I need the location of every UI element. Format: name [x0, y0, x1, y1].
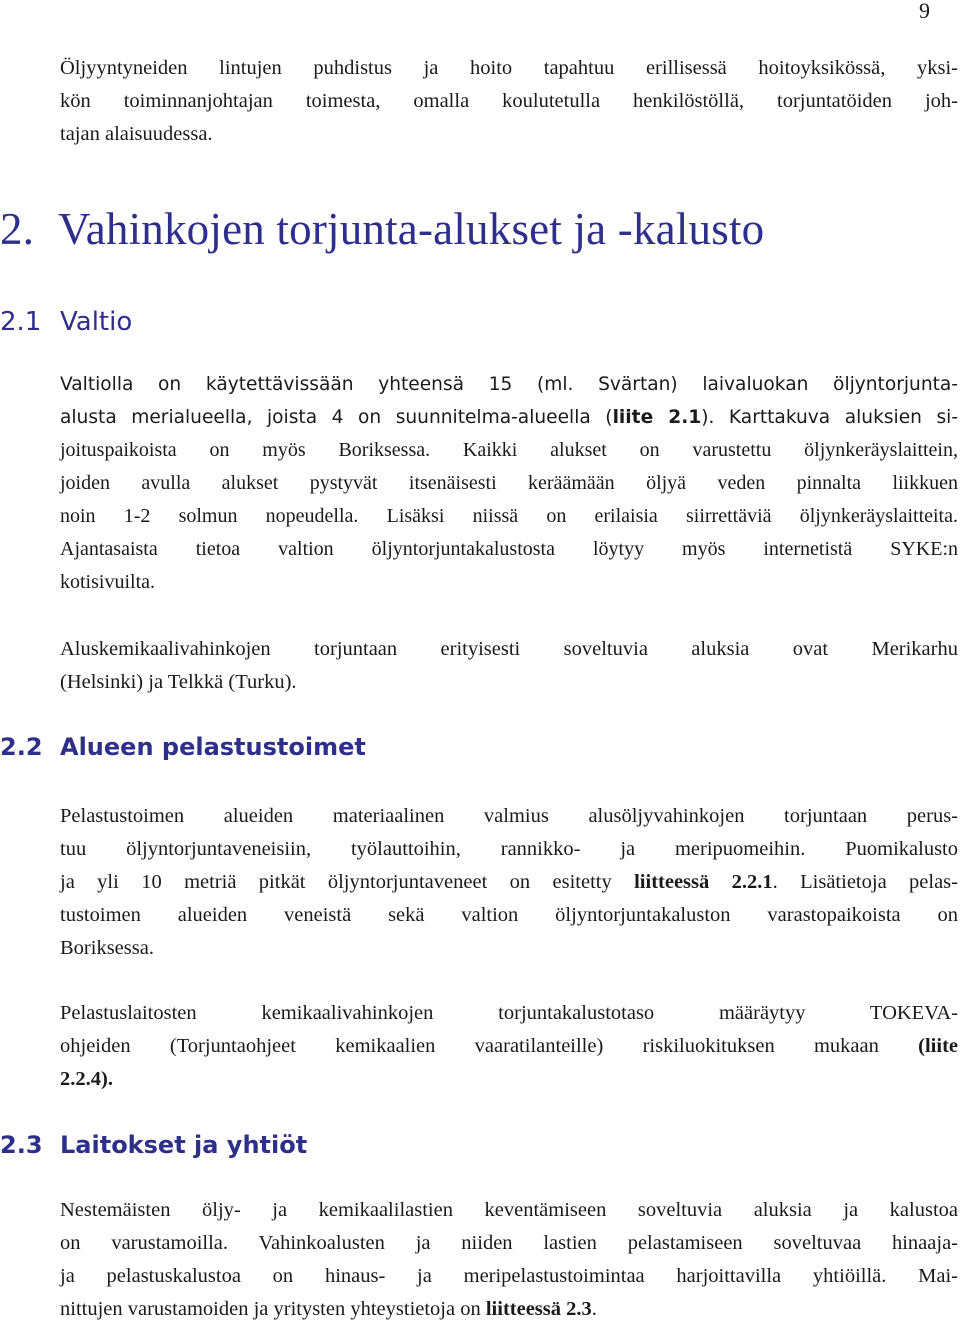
- section-title: Valtio: [60, 307, 133, 337]
- section-title: Alueen pelastustoimet: [60, 733, 366, 761]
- text-span: alusta merialueella, joista 4 on suunnitelma-alueella (: [60, 407, 613, 428]
- section-2-2-paragraph-1: [60, 800, 958, 965]
- text-line: Pelastustoimen alueiden materiaalinen valmius alusöljyvahinkojen torjuntaan perus-: [60, 805, 958, 827]
- text-line: [60, 1293, 958, 1326]
- text-line: Nestemäisten öljy- ja kemikaalilastien keventämiseen soveltuvia aluksia ja kalustoa: [60, 1199, 958, 1221]
- text-span: ja yli 10 metriä pitkät öljyntorjuntaveneet on esitetty: [60, 871, 635, 893]
- appendix-reference: (liite: [918, 1035, 958, 1057]
- text-line: tustoimen alueiden veneistä sekä valtion öljyntorjuntakaluston varastopaikoista on: [60, 904, 958, 926]
- text-line: joituspaikoista on myös Boriksessa. Kaikki alukset on varustettu öljynkeräyslaittein,: [60, 439, 958, 461]
- appendix-reference: liitteessä 2.3: [485, 1298, 592, 1320]
- text-line: tajan alaisuudessa.: [60, 123, 213, 145]
- section-number: 2.: [0, 204, 35, 254]
- text-line: Ajantasaista tietoa valtion öljyntorjuntakalustosta löytyy myös internetistä SYKE:n: [60, 538, 958, 560]
- text-line: Valtiolla on käytettävissään yhteensä 15 (ml. Svärtan) laivaluokan öljyntorjunta-: [60, 374, 958, 395]
- text-line: kön toiminnanjohtajan toimesta, omalla koulutetulla henkilöstöllä, torjuntatöiden joh-: [60, 90, 958, 112]
- text-span: .: [591, 1298, 597, 1320]
- appendix-reference: 2.2.4).: [60, 1068, 113, 1090]
- text-line: on varustamoilla. Vahinkoalusten ja niiden lastien pelastamiseen soveltuvaa hinaaja-: [60, 1232, 958, 1254]
- section-number: 2.2: [0, 733, 43, 761]
- text-line: Öljyyntyneiden lintujen puhdistus ja hoito tapahtuu erillisessä hoitoyksikössä, yksi-: [60, 57, 958, 79]
- text-line: [60, 401, 958, 434]
- text-line: [60, 1030, 958, 1063]
- intro-paragraph: [60, 52, 958, 151]
- text-line: [60, 866, 958, 899]
- section-number: 2.3: [0, 1131, 43, 1159]
- text-line: noin 1-2 solmun nopeudella. Lisäksi niissä on erilaisia siirrettäviä öljynkeräyslaitteita.: [60, 505, 958, 527]
- text-span: ). Karttakuva aluksien si-: [701, 407, 959, 428]
- page-number: 9: [919, 0, 930, 23]
- section-2-heading: [0, 203, 764, 255]
- section-2-2-heading: [0, 733, 366, 761]
- text-line: kotisivuilta.: [60, 571, 155, 593]
- section-2-2-paragraph-2: [60, 997, 958, 1096]
- text-span: nittujen varustamoiden ja yritysten yhteystietoja on: [60, 1298, 486, 1320]
- appendix-reference: liite 2.1: [612, 407, 702, 428]
- section-title: Laitokset ja yhtiöt: [60, 1131, 308, 1159]
- text-line: joiden avulla alukset pystyvät itsenäisesti keräämään öljyä veden pinnalta liikkuen: [60, 472, 958, 494]
- appendix-reference: liitteessä 2.2.1: [634, 871, 773, 893]
- text-line: (Helsinki) ja Telkkä (Turku).: [60, 671, 297, 693]
- text-span: . Lisätietoja pelas-: [772, 871, 958, 893]
- section-2-1-paragraph-2: [60, 633, 958, 699]
- text-line: tuu öljyntorjuntaveneisiin, työlauttoihin, rannikko- ja meripuomeihin. Puomikalusto: [60, 838, 958, 860]
- text-span: ohjeiden (Torjuntaohjeet kemikaalien vaaratilanteille) riskiluokituksen mukaan: [60, 1035, 919, 1057]
- section-2-3-paragraph-1: [60, 1194, 958, 1326]
- section-title: Vahinkojen torjunta-alukset ja -kalusto: [58, 204, 765, 254]
- section-2-3-heading: [0, 1131, 307, 1159]
- text-line: Aluskemikaalivahinkojen torjuntaan erityisesti soveltuvia aluksia ovat Merikarhu: [60, 638, 958, 660]
- section-number: 2.1: [0, 307, 42, 337]
- section-2-1-paragraph-1: [60, 368, 958, 599]
- text-line: ja pelastuskalustoa on hinaus- ja meripelastustoimintaa harjoittavilla yhtiöillä. Mai-: [60, 1265, 958, 1287]
- text-line: Boriksessa.: [60, 937, 154, 959]
- section-2-1-heading: [0, 307, 132, 337]
- text-line: Pelastuslaitosten kemikaalivahinkojen torjuntakalustotaso määräytyy TOKEVA-: [60, 1002, 958, 1024]
